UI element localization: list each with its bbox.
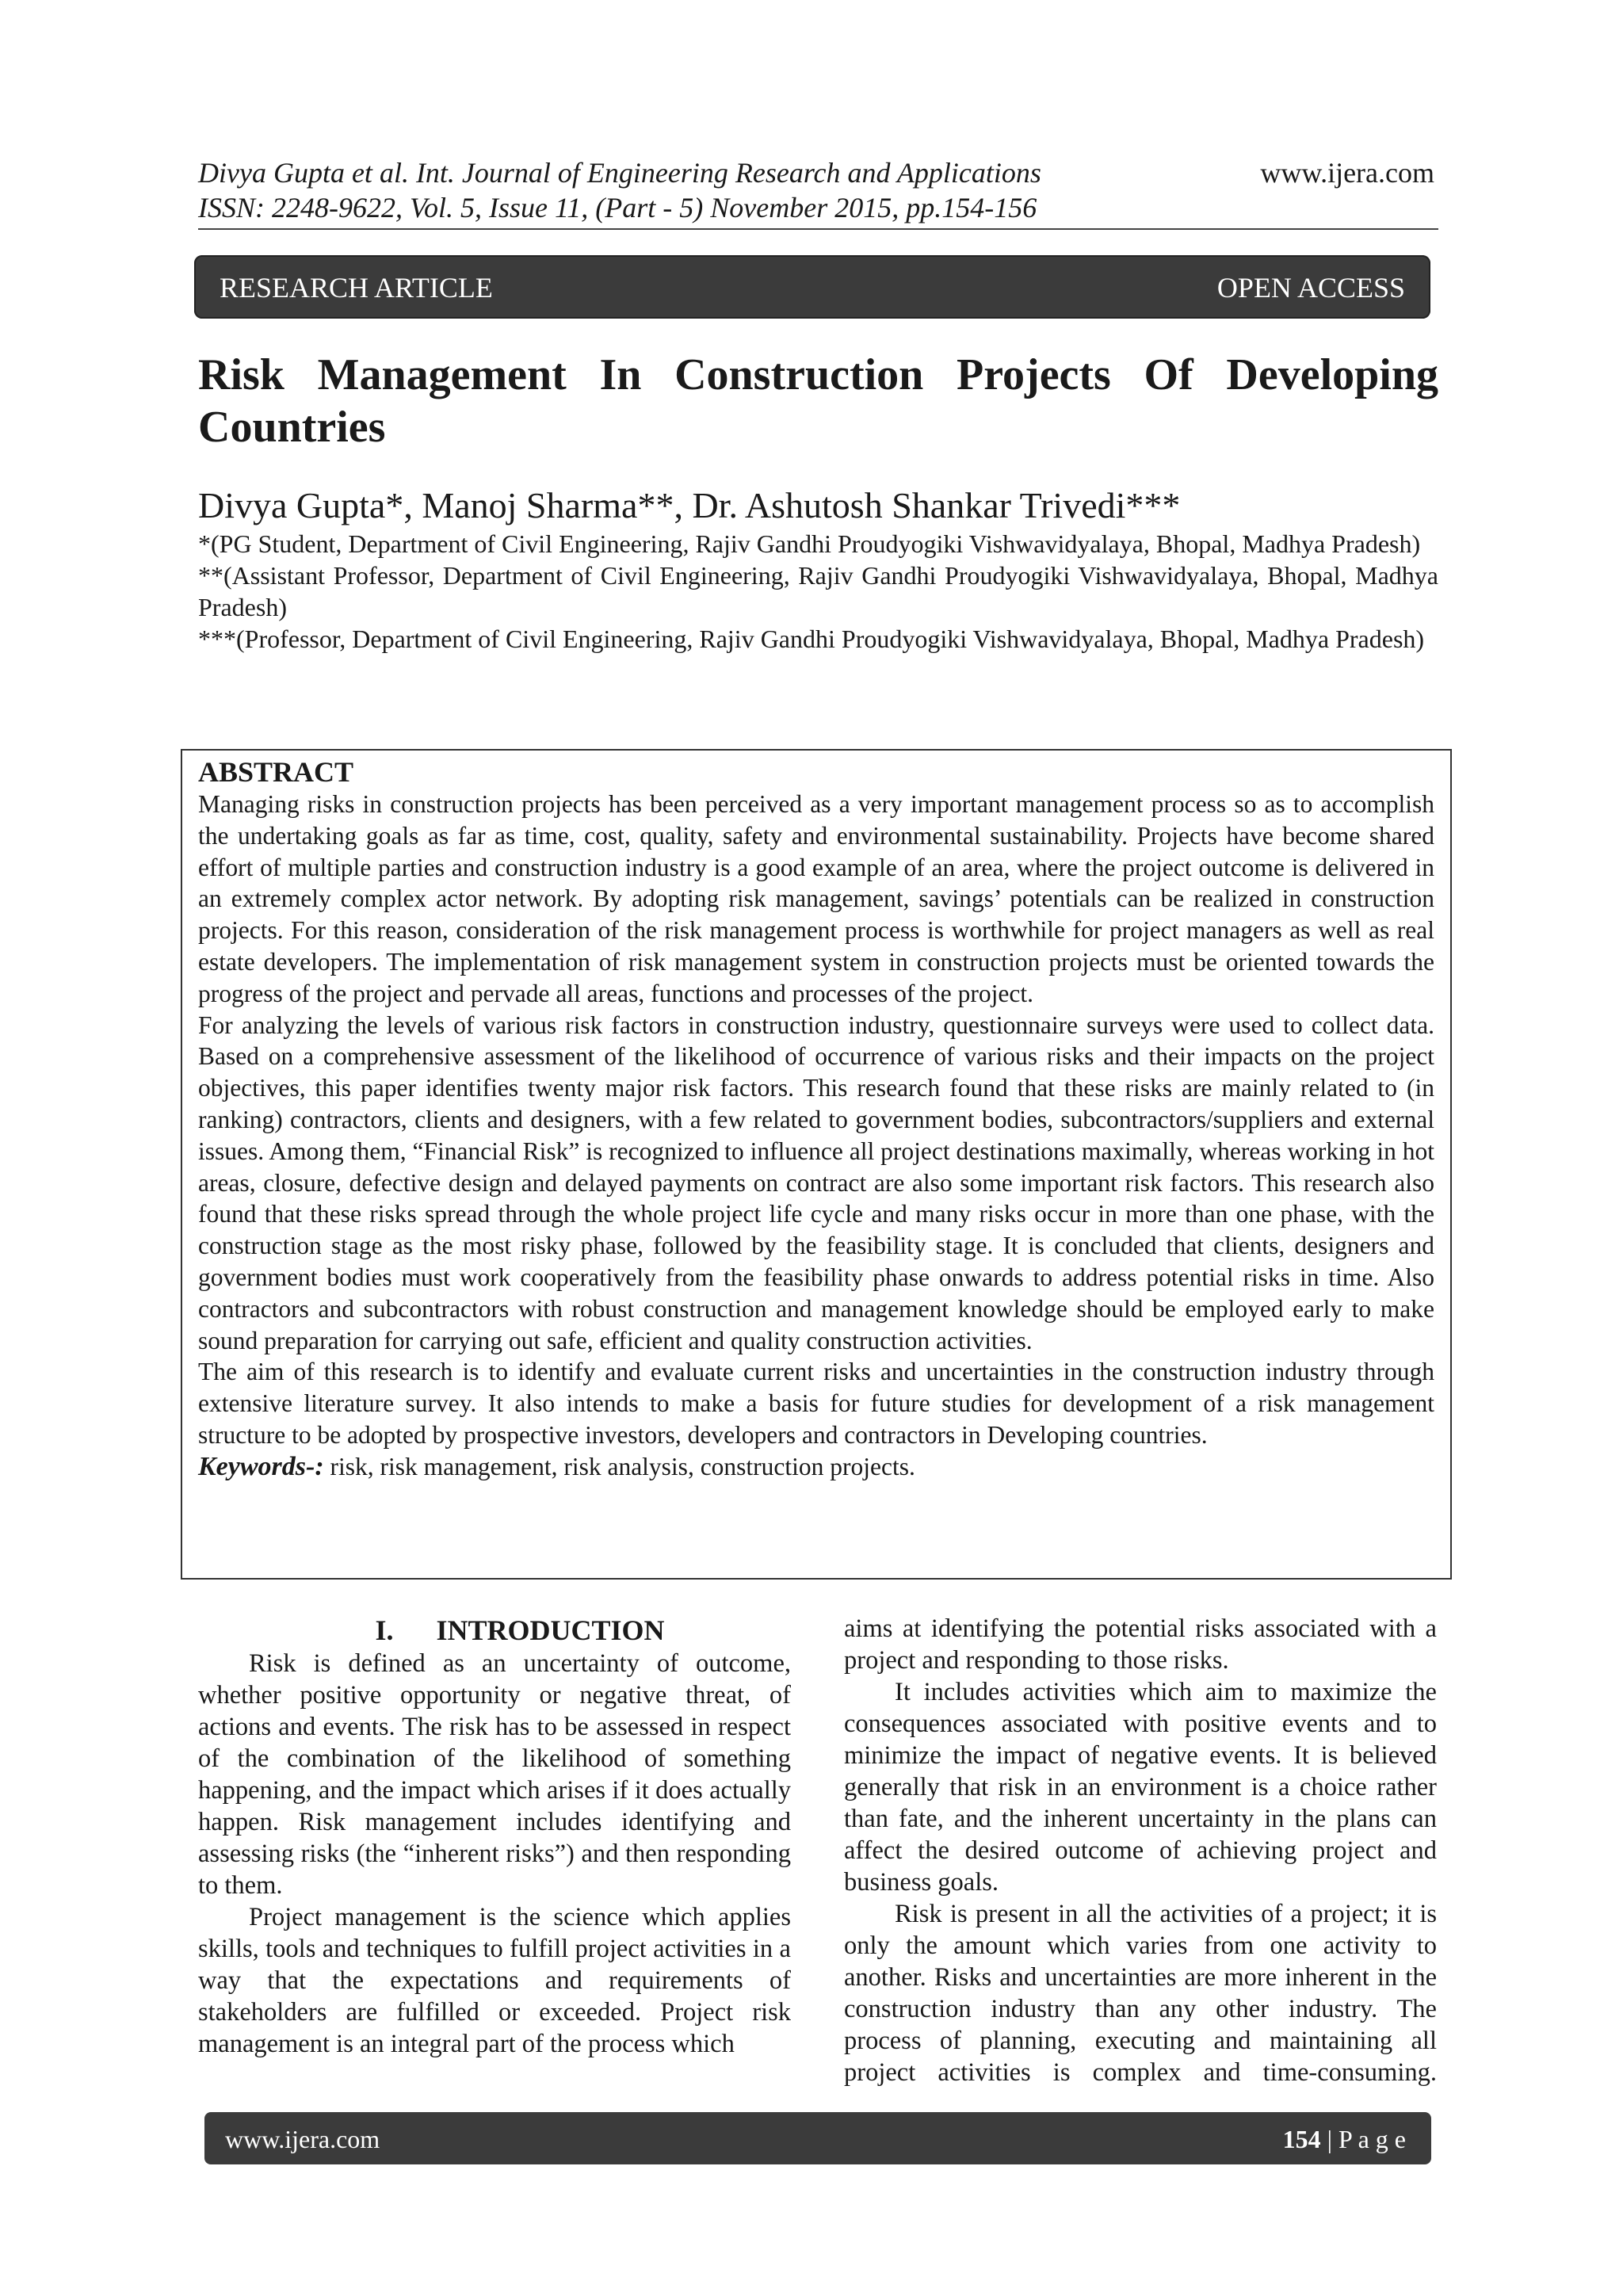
affiliation-2: **(Assistant Professor, Department of Civil Engineering, Rajiv Gandhi Proudyogiki Vishwavidyalaya, Bhopal, Madhya Pradesh) — [198, 561, 1438, 621]
page-number: 154 — [1282, 2125, 1321, 2153]
keywords-label: Keywords-: — [198, 1451, 324, 1481]
keywords — [198, 1451, 1434, 1483]
footer-url[interactable]: www.ijera.com — [225, 2125, 380, 2153]
abstract-paragraph: For analyzing the levels of various risk factors in construction industry, questionnaire surveys were used to collect data. Based on a comprehensive assessment of the likelihood of occurrence of various risks and their impacts on the project objectives, this paper identifies twenty major risk factors. This research found that these risks are mainly related to (in ranking) contractors, clients and designers, with a few related to government bodies, subcontractors/suppliers and external issues. Among them, “Financial Risk” is recognized to influence all project destinations maximally, whereas working in hot areas, closure, defective design and delayed payments on contract are also some important risk factors. This research also found that these risks spread through the whole project life cycle and many risks occur in more than one phase, with the construction stage as the most risky phase, followed by the feasibility stage. It is concluded that clients, designers and government bodies must work cooperatively from the feasibility phase onwards to address potential risks in time. Also contractors and subcontractors with robust construction and management knowledge should be employed early to make sound preparation for carrying out safe, efficient and quality construction activities. — [198, 1010, 1434, 1354]
running-header — [198, 155, 1434, 225]
affiliations — [198, 528, 1438, 655]
journal-url[interactable]: www.ijera.com — [1260, 157, 1434, 189]
body-column-left — [198, 1613, 791, 2060]
body-paragraph: aims at identifying the potential risks associated with a project and responding to those risks. — [844, 1614, 1437, 1675]
abstract-paragraph: Managing risks in construction projects has been perceived as a very important management process so as to accomplish the undertaking goals as far as time, cost, quality, safety and environmental sustainability. Projects have become shared effort of multiple parties and construction industry is a good example of an area, where the project outcome is delivered in an extremely complex actor network. By adopting risk management, savings’ potentials can be realized in construction projects. For this reason, consideration of the risk management process is worthwhile for project managers as well as real estate developers. The implementation of risk management system in construction projects must be oriented towards the progress of the project and pervade all areas, functions and processes of the project. — [198, 790, 1434, 1007]
affiliation-1: *(PG Student, Department of Civil Engineering, Rajiv Gandhi Proudyogiki Vishwavidyalaya, Bhopal, Madhya Pradesh) — [198, 529, 1421, 558]
article-type-banner — [194, 255, 1430, 319]
header-divider — [198, 228, 1438, 230]
keywords-list: risk, risk management, risk analysis, construction projects. — [323, 1452, 915, 1480]
body-paragraph: Risk is present in all the activities of a project; it is only the amount which varies from one activity to another. Risks and uncertainties are more inherent in the construction industry than any other industry. The process of planning, executing and maintaining all project activities is complex and time-consuming. — [844, 1900, 1437, 2087]
body-paragraph: Project management is the science which applies skills, tools and techniques to fulfill project activities in a way that the expectations and requirements of stakeholders are fulfilled or exceeded. Project risk management is an integral part of the process which — [198, 1903, 791, 2058]
body-column-right — [844, 1613, 1437, 2088]
body-paragraph: Risk is defined as an uncertainty of outcome, whether positive opportunity or negative threat, of actions and events. The risk has to be assessed in respect of the combination of the likelihood of something happening, and the impact which arises if it does actually happen. Risk management includes identifying and assessing risks (the “inherent risks”) and then responding to them. — [198, 1649, 791, 1900]
section-heading-introduction: I. INTRODUCTION — [375, 1614, 665, 1646]
author-list: Divya Gupta*, Manoj Sharma**, Dr. Ashutosh Shankar Trivedi*** — [198, 485, 1181, 525]
page-number-label — [1283, 2125, 1406, 2154]
page-footer-banner — [204, 2112, 1431, 2164]
article-type-label: RESEARCH ARTICLE — [220, 272, 493, 304]
abstract-heading: ABSTRACT — [198, 756, 354, 788]
open-access-label: OPEN ACCESS — [1216, 272, 1405, 304]
abstract-box — [181, 749, 1452, 1580]
journal-citation-line: Divya Gupta et al. Int. Journal of Engineering Research and Applications — [198, 157, 1041, 189]
abstract-paragraph: The aim of this research is to identify and evaluate current risks and uncertainties in the construction industry through extensive literature survey. It also intends to make a basis for future studies for development of a risk management structure to be adopted by prospective investors, developers and contractors in Developing countries. — [198, 1358, 1434, 1449]
body-paragraph: It includes activities which aim to maximize the consequences associated with positive events and to minimize the impact of negative events. It is believed generally that risk in an environment is a choice rather than fate, and the inherent uncertainty in the plans can affect the desired outcome of achieving project and business goals. — [844, 1678, 1437, 1897]
affiliation-3: ***(Professor, Department of Civil Engineering, Rajiv Gandhi Proudyogiki Vishwavidyalaya, Bhopal, Madhya Pradesh) — [198, 625, 1425, 653]
page-word: | P a g e — [1320, 2125, 1406, 2153]
issn-line: ISSN: 2248-9622, Vol. 5, Issue 11, (Part - 5) November 2015, pp.154-156 — [198, 192, 1037, 223]
paper-title: Risk Management In Construction Projects Of Developing Countries — [198, 350, 1438, 452]
